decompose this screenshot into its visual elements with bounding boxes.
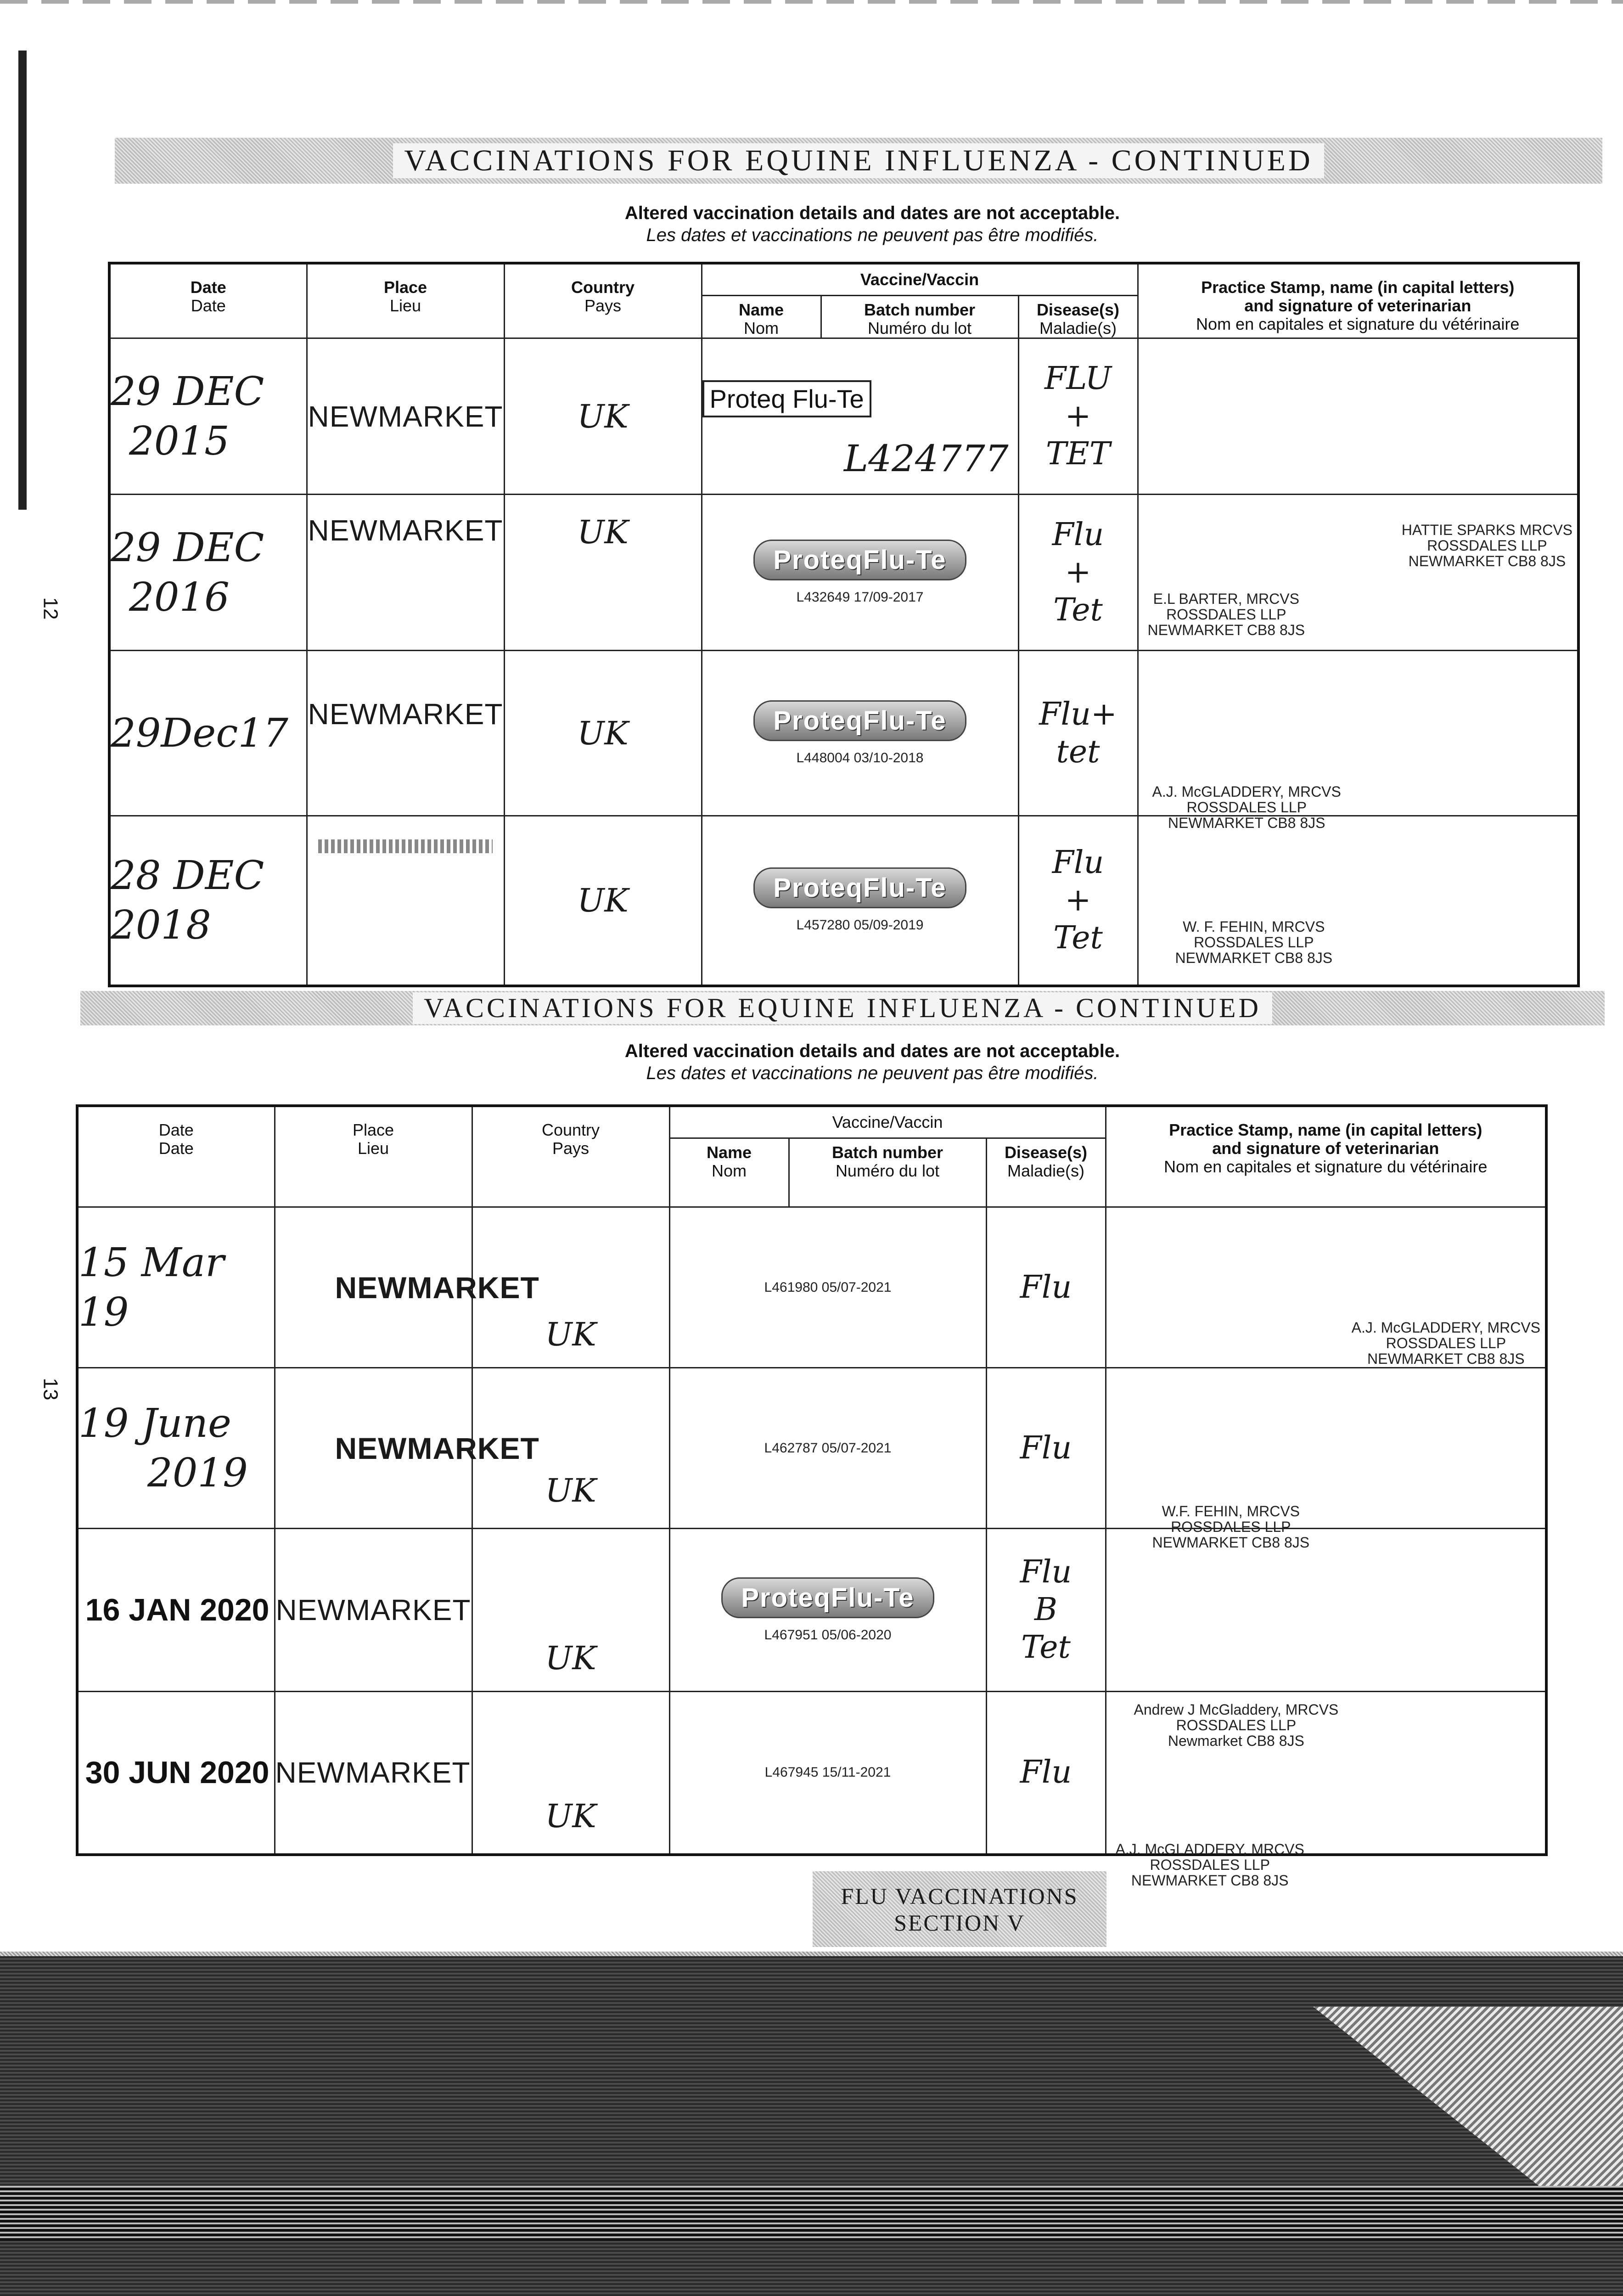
header-country: Country Pays xyxy=(472,1106,669,1207)
date-cell: 29 DEC 2015 xyxy=(109,338,307,495)
section-banner xyxy=(115,138,1602,184)
practice-stamp-cell xyxy=(1106,1368,1546,1551)
date-cell: 28 DEC 2018 xyxy=(109,816,307,986)
section-tab xyxy=(813,1871,1106,1947)
header-date: Date Date xyxy=(77,1106,275,1207)
table-row xyxy=(77,1368,1546,1529)
vaccine-label: ProteqFlu-Te xyxy=(721,1577,934,1618)
country-cell: UK xyxy=(504,495,702,651)
date-cell: 19 June 2019 xyxy=(77,1368,275,1529)
faded-stamp xyxy=(318,839,493,853)
vaccine-cell xyxy=(669,1207,986,1368)
date-cell: 29 DEC 2016 xyxy=(109,495,307,651)
banner-title: VACCINATIONS FOR EQUINE INFLUENZA - CONTINUED xyxy=(393,143,1324,178)
country-cell: UK xyxy=(504,338,702,495)
vet-stamp: HATTIE SPARKS MRCVS ROSSDALES LLP NEWMARKET CB8 8JS xyxy=(1401,521,1572,569)
vet-stamp: Andrew J McGladdery, MRCVS ROSSDALES LLP Newmarket CB8 8JS xyxy=(1134,1701,1339,1749)
cover-stripe xyxy=(0,2186,1623,2241)
header-place: Place Lieu xyxy=(307,263,504,338)
country-cell: UK xyxy=(504,651,702,816)
header-practice: Practice Stamp, name (in capital letters) and signature of veterinarian Nom en capitales et signature du vétérinaire xyxy=(1106,1106,1546,1207)
batch-number: L448004 03/10-2018 xyxy=(796,750,924,765)
batch-number: L432649 17/09-2017 xyxy=(796,590,924,605)
section-banner xyxy=(80,991,1605,1025)
practice-stamp-cell xyxy=(1106,1529,1546,1749)
place-cell: NEWMARKET xyxy=(307,338,504,495)
batch-number: L467951 05/06-2020 xyxy=(764,1627,892,1643)
warning-block xyxy=(413,202,1331,246)
vet-stamp: A.J. McGLADDERY, MRCVS ROSSDALES LLP NEWMARKET CB8 8JS xyxy=(1115,1841,1304,1889)
vaccine-label: Proteq Flu-Te xyxy=(702,380,871,417)
batch-number: L424777 xyxy=(843,437,1009,480)
practice-stamp-cell xyxy=(1138,816,1578,986)
disease-cell: FLU + TET xyxy=(1018,338,1138,495)
table-row xyxy=(109,338,1578,495)
header-disease: Disease(s) Maladie(s) xyxy=(986,1138,1106,1207)
section-tab-line2: SECTION V xyxy=(894,1909,1025,1936)
place-cell: NEWMARKET xyxy=(275,1692,472,1855)
header-place: Place Lieu xyxy=(275,1106,472,1207)
disease-cell: Flu xyxy=(986,1207,1106,1368)
header-country: Country Pays xyxy=(504,263,702,338)
disease-cell: Flu xyxy=(986,1692,1106,1855)
date-cell: 15 Mar 19 xyxy=(77,1207,275,1368)
vet-stamp: E.L BARTER, MRCVS ROSSDALES LLP NEWMARKET CB8 8JS xyxy=(1147,590,1305,638)
vaccine-cell xyxy=(702,651,1018,816)
header-name: Name Nom xyxy=(669,1138,789,1207)
warning-en: Altered vaccination details and dates are not acceptable. xyxy=(624,1041,1120,1061)
page-number-12: 12 xyxy=(39,597,62,620)
section-tab-line1: FLU VACCINATIONS xyxy=(841,1883,1078,1909)
header-vaccine-group: Vaccine/Vaccin xyxy=(702,263,1138,296)
place-cell: NEWMARKET xyxy=(275,1368,472,1529)
vaccine-label: ProteqFlu-Te xyxy=(753,867,966,908)
batch-number: L467945 15/11-2021 xyxy=(764,1765,891,1780)
header-practice: Practice Stamp, name (in capital letters) and signature of veterinarian Nom en capitales et signature du vétérinaire xyxy=(1138,263,1578,338)
disease-cell: Flu+ tet xyxy=(1018,651,1138,816)
vaccine-cell xyxy=(669,1368,986,1529)
vet-stamp: A.J. McGLADDERY, MRCVS ROSSDALES LLP NEWMARKET CB8 8JS xyxy=(1351,1319,1540,1367)
date-cell: 30 JUN 2020 xyxy=(77,1692,275,1855)
practice-stamp-cell xyxy=(1106,1207,1546,1368)
country-cell: UK xyxy=(472,1529,669,1692)
practice-stamp-cell xyxy=(1138,338,1578,569)
table-row xyxy=(109,816,1578,986)
place-cell xyxy=(307,816,504,986)
vaccine-label: ProteqFlu-Te xyxy=(753,700,966,741)
vet-stamp: W.F. FEHIN, MRCVS ROSSDALES LLP NEWMARKET CB8 8JS xyxy=(1152,1503,1310,1551)
header-date: Date Date xyxy=(109,263,307,338)
practice-stamp-cell xyxy=(1138,495,1578,651)
scan-artifact xyxy=(0,0,1623,4)
disease-cell: Flu B Tet xyxy=(986,1529,1106,1692)
country-cell: UK xyxy=(504,816,702,986)
vaccination-table-1 xyxy=(108,262,1580,987)
warning-en: Altered vaccination details and dates are not acceptable. xyxy=(624,203,1120,223)
vaccine-cell xyxy=(702,338,1018,495)
warning-fr: Les dates et vaccinations ne peuvent pas être modifiés. xyxy=(646,225,1099,245)
date-cell: 16 JAN 2020 xyxy=(77,1529,275,1692)
disease-cell: Flu + Tet xyxy=(1018,495,1138,651)
batch-number: L462787 05/07-2021 xyxy=(764,1440,892,1456)
disease-cell: Flu + Tet xyxy=(1018,816,1138,986)
country-cell: UK xyxy=(472,1368,669,1529)
warning-fr: Les dates et vaccinations ne peuvent pas être modifiés. xyxy=(646,1063,1099,1083)
header-batch: Batch number Numéro du lot xyxy=(789,1138,986,1207)
banner-title: VACCINATIONS FOR EQUINE INFLUENZA - CONTINUED xyxy=(413,992,1272,1024)
vet-stamp: W. F. FEHIN, MRCVS ROSSDALES LLP NEWMARKET CB8 8JS xyxy=(1175,918,1333,966)
table-row xyxy=(109,495,1578,651)
header-vaccine-group: Vaccine/Vaccin xyxy=(669,1106,1106,1138)
vaccine-cell xyxy=(669,1529,986,1692)
place-cell: NEWMARKET xyxy=(307,651,504,816)
date-cell: 29Dec17 xyxy=(109,651,307,816)
page-edge xyxy=(18,51,27,510)
header-name: Name Nom xyxy=(702,296,821,338)
page-number-13: 13 xyxy=(39,1378,62,1401)
place-cell: NEWMARKET xyxy=(307,495,504,651)
vet-stamp: A.J. McGLADDERY, MRCVS ROSSDALES LLP NEWMARKET CB8 8JS xyxy=(1152,783,1341,831)
vaccine-cell xyxy=(702,495,1018,651)
vaccine-cell xyxy=(669,1692,986,1855)
practice-stamp-cell xyxy=(1138,651,1578,831)
country-cell: UK xyxy=(472,1207,669,1368)
country-cell: UK xyxy=(472,1692,669,1855)
vaccine-cell xyxy=(702,816,1018,986)
disease-cell: Flu xyxy=(986,1368,1106,1529)
vaccination-table-2 xyxy=(76,1104,1548,1889)
header-batch: Batch number Numéro du lot xyxy=(821,296,1018,338)
header-disease: Disease(s) Maladie(s) xyxy=(1018,296,1138,338)
batch-number: L457280 05/09-2019 xyxy=(796,917,924,933)
warning-block xyxy=(413,1040,1331,1084)
place-cell: NEWMARKET xyxy=(275,1529,472,1692)
table-row xyxy=(77,1529,1546,1692)
vaccine-label: ProteqFlu-Te xyxy=(753,540,966,580)
table-row xyxy=(109,651,1578,816)
batch-number: L461980 05/07-2021 xyxy=(764,1279,892,1295)
place-cell: NEWMARKET xyxy=(275,1207,472,1368)
table-row xyxy=(77,1207,1546,1368)
